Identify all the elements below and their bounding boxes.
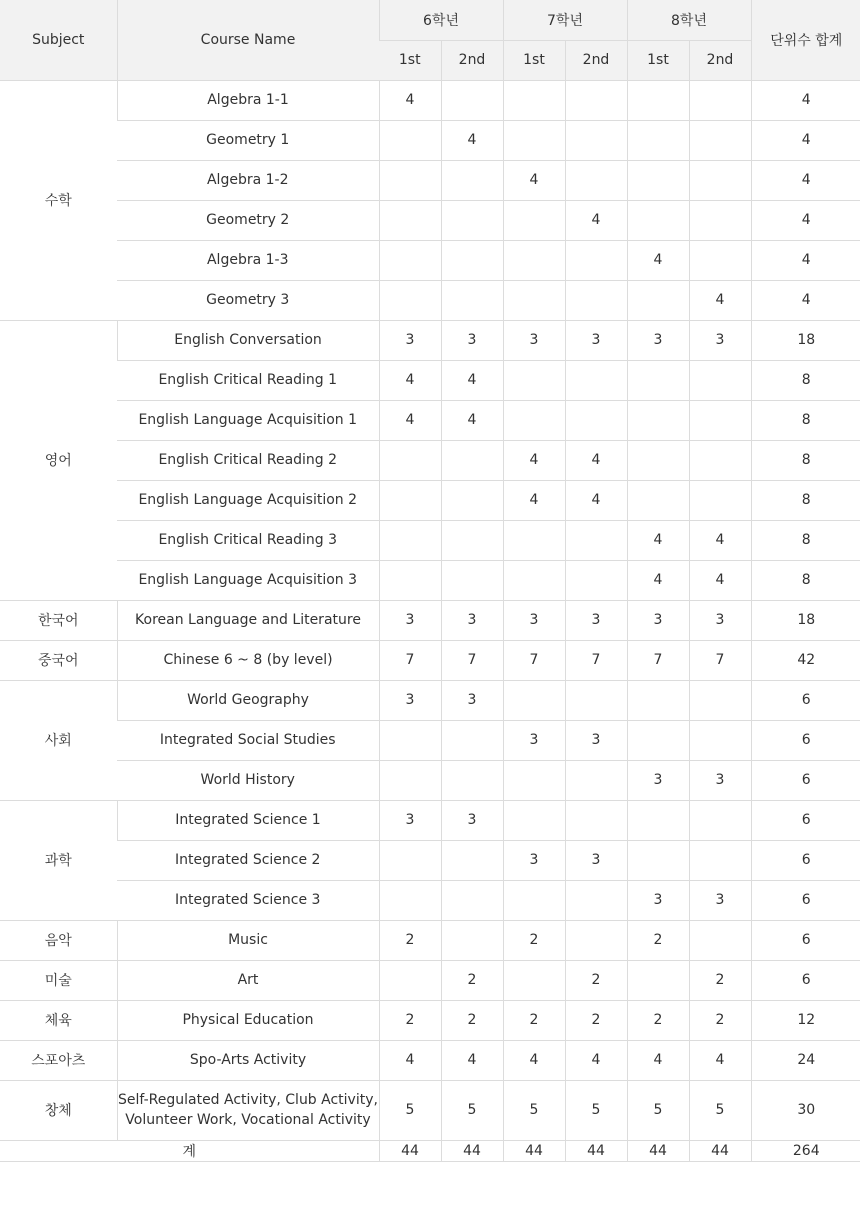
course-name-cell: Spo-Arts Activity (117, 1040, 379, 1080)
credit-cell: 2 (565, 960, 627, 1000)
credit-cell (565, 560, 627, 600)
credit-cell: 3 (627, 760, 689, 800)
credit-cell: 4 (503, 480, 565, 520)
credit-cell: 4 (379, 360, 441, 400)
credit-cell (503, 960, 565, 1000)
credit-cell (565, 880, 627, 920)
credit-cell: 3 (503, 840, 565, 880)
credit-cell (503, 120, 565, 160)
credit-cell: 5 (689, 1080, 751, 1140)
subject-cell: 음악 (0, 920, 117, 960)
credit-cell (689, 840, 751, 880)
row-total-cell: 8 (751, 360, 860, 400)
header-subject: Subject (0, 0, 117, 80)
course-name-cell: English Language Acquisition 2 (117, 480, 379, 520)
row-total-cell: 4 (751, 280, 860, 320)
credit-cell: 2 (689, 1000, 751, 1040)
credit-cell (689, 440, 751, 480)
course-name-cell: English Language Acquisition 1 (117, 400, 379, 440)
credit-cell (441, 440, 503, 480)
subject-cell: 사회 (0, 680, 117, 800)
credit-cell: 3 (379, 680, 441, 720)
credit-cell: 2 (441, 960, 503, 1000)
credit-cell: 3 (627, 600, 689, 640)
credit-cell: 7 (689, 640, 751, 680)
course-name-cell: Integrated Social Studies (117, 720, 379, 760)
header-total: 단위수 합계 (751, 0, 860, 80)
credit-cell: 4 (441, 400, 503, 440)
credit-cell: 7 (565, 640, 627, 680)
course-name-cell: Geometry 1 (117, 120, 379, 160)
credit-cell: 4 (503, 1040, 565, 1080)
credit-cell (689, 240, 751, 280)
credit-cell: 3 (503, 720, 565, 760)
subject-cell: 스포아츠 (0, 1040, 117, 1080)
table-row (0, 840, 860, 880)
credit-cell (627, 400, 689, 440)
table-row (0, 1000, 860, 1040)
footer-value: 44 (441, 1140, 503, 1161)
credit-cell: 3 (441, 320, 503, 360)
credit-cell: 5 (565, 1080, 627, 1140)
credit-cell (441, 840, 503, 880)
credit-cell (689, 360, 751, 400)
footer-value: 44 (565, 1140, 627, 1161)
row-total-cell: 30 (751, 1080, 860, 1140)
table-row (0, 440, 860, 480)
credit-cell: 2 (503, 1000, 565, 1040)
credit-cell (689, 160, 751, 200)
subject-cell: 창체 (0, 1080, 117, 1140)
credit-cell: 2 (689, 960, 751, 1000)
credit-cell (689, 120, 751, 160)
row-total-cell: 8 (751, 560, 860, 600)
credit-cell (565, 280, 627, 320)
credit-cell (565, 360, 627, 400)
credit-cell: 3 (565, 720, 627, 760)
table-row (0, 80, 860, 120)
row-total-cell: 8 (751, 520, 860, 560)
credit-cell (503, 80, 565, 120)
credit-cell (689, 720, 751, 760)
row-total-cell: 8 (751, 440, 860, 480)
credit-cell: 3 (441, 600, 503, 640)
row-total-cell: 6 (751, 880, 860, 920)
credit-cell: 3 (379, 800, 441, 840)
course-name-cell: English Language Acquisition 3 (117, 560, 379, 600)
credit-cell (379, 440, 441, 480)
credit-cell: 5 (627, 1080, 689, 1140)
credit-cell (689, 800, 751, 840)
credit-cell: 3 (379, 320, 441, 360)
course-name-cell: Integrated Science 2 (117, 840, 379, 880)
table-row (0, 120, 860, 160)
table-row (0, 680, 860, 720)
credit-cell: 2 (503, 920, 565, 960)
subject-cell: 한국어 (0, 600, 117, 640)
header-semester: 1st (627, 40, 689, 80)
row-total-cell: 8 (751, 480, 860, 520)
credit-cell (503, 360, 565, 400)
course-name-cell: Art (117, 960, 379, 1000)
footer-total-label: 계 (0, 1140, 379, 1161)
credit-cell: 4 (689, 560, 751, 600)
credit-cell: 4 (503, 160, 565, 200)
credit-cell (503, 880, 565, 920)
credit-cell (627, 280, 689, 320)
row-total-cell: 42 (751, 640, 860, 680)
credit-cell (379, 520, 441, 560)
course-name-cell: English Critical Reading 1 (117, 360, 379, 400)
credit-cell (379, 280, 441, 320)
credit-cell: 4 (689, 520, 751, 560)
credit-cell (565, 760, 627, 800)
credit-cell: 7 (441, 640, 503, 680)
course-name-cell: Chinese 6 ~ 8 (by level) (117, 640, 379, 680)
credit-cell (689, 200, 751, 240)
header-semester: 1st (503, 40, 565, 80)
credit-cell (627, 960, 689, 1000)
credit-cell (441, 240, 503, 280)
row-total-cell: 4 (751, 80, 860, 120)
course-name-line: Self-Regulated Activity, Club Activity, (118, 1092, 378, 1108)
credit-cell: 4 (565, 200, 627, 240)
row-total-cell: 6 (751, 680, 860, 720)
credit-cell (627, 120, 689, 160)
credit-cell (379, 480, 441, 520)
credit-cell (503, 560, 565, 600)
credit-cell (689, 680, 751, 720)
credit-cell (503, 400, 565, 440)
credit-cell: 3 (441, 800, 503, 840)
credit-cell (379, 120, 441, 160)
credit-cell (379, 200, 441, 240)
table-row (0, 520, 860, 560)
credit-cell (689, 400, 751, 440)
subject-cell: 미술 (0, 960, 117, 1000)
course-name-cell: Algebra 1-3 (117, 240, 379, 280)
credit-cell: 4 (379, 1040, 441, 1080)
course-name-cell: English Critical Reading 3 (117, 520, 379, 560)
credit-cell (565, 920, 627, 960)
row-total-cell: 4 (751, 200, 860, 240)
credit-cell (441, 280, 503, 320)
table-row (0, 160, 860, 200)
credit-cell: 4 (627, 520, 689, 560)
table-row (0, 280, 860, 320)
course-name-cell: Geometry 2 (117, 200, 379, 240)
credit-cell (441, 720, 503, 760)
table-row (0, 640, 860, 680)
credit-cell: 4 (379, 80, 441, 120)
credit-cell: 3 (565, 600, 627, 640)
header-semester: 1st (379, 40, 441, 80)
credit-cell: 3 (503, 600, 565, 640)
row-total-cell: 6 (751, 720, 860, 760)
credit-cell (565, 520, 627, 560)
credit-cell (565, 120, 627, 160)
credit-cell (503, 280, 565, 320)
row-total-cell: 4 (751, 120, 860, 160)
credit-cell (379, 560, 441, 600)
subject-cell: 수학 (0, 80, 117, 320)
table-row (0, 960, 860, 1000)
subject-cell: 체육 (0, 1000, 117, 1040)
credit-cell: 7 (503, 640, 565, 680)
table-row (0, 480, 860, 520)
credit-cell: 4 (565, 480, 627, 520)
credit-cell: 7 (627, 640, 689, 680)
credit-cell (379, 840, 441, 880)
course-name-cell: Physical Education (117, 1000, 379, 1040)
credit-cell: 3 (689, 760, 751, 800)
credit-cell: 5 (503, 1080, 565, 1140)
course-name-cell: Geometry 3 (117, 280, 379, 320)
course-name-cell (117, 1080, 379, 1140)
credit-cell: 4 (689, 1040, 751, 1080)
credit-cell (441, 920, 503, 960)
row-total-cell: 6 (751, 760, 860, 800)
course-name-cell: Integrated Science 1 (117, 800, 379, 840)
table-row (0, 1080, 860, 1140)
table-row (0, 1040, 860, 1080)
credit-cell (689, 480, 751, 520)
credit-cell (441, 560, 503, 600)
credit-cell: 2 (565, 1000, 627, 1040)
credit-cell (627, 160, 689, 200)
footer-value: 44 (503, 1140, 565, 1161)
credit-cell: 3 (379, 600, 441, 640)
credit-cell: 4 (565, 440, 627, 480)
footer-grand-total: 264 (751, 1140, 860, 1161)
header-course-name: Course Name (117, 0, 379, 80)
credit-cell: 4 (441, 360, 503, 400)
credit-cell (503, 800, 565, 840)
row-total-cell: 24 (751, 1040, 860, 1080)
course-name-cell: Korean Language and Literature (117, 600, 379, 640)
credit-cell (503, 200, 565, 240)
credit-cell: 4 (627, 560, 689, 600)
credit-cell: 3 (627, 880, 689, 920)
course-name-cell: Integrated Science 3 (117, 880, 379, 920)
credit-cell (627, 360, 689, 400)
row-total-cell: 12 (751, 1000, 860, 1040)
credit-cell: 4 (441, 120, 503, 160)
credit-cell (565, 400, 627, 440)
credit-cell: 4 (627, 240, 689, 280)
row-total-cell: 4 (751, 240, 860, 280)
credit-cell: 3 (627, 320, 689, 360)
credit-cell (441, 160, 503, 200)
credit-cell: 3 (441, 680, 503, 720)
credit-cell (689, 80, 751, 120)
row-total-cell: 6 (751, 800, 860, 840)
table-row (0, 880, 860, 920)
header-semester: 2nd (689, 40, 751, 80)
row-total-cell: 6 (751, 960, 860, 1000)
credit-cell (565, 240, 627, 280)
credit-cell: 5 (379, 1080, 441, 1140)
table-row (0, 920, 860, 960)
subject-cell: 중국어 (0, 640, 117, 680)
table-row (0, 760, 860, 800)
credit-cell: 2 (379, 1000, 441, 1040)
credit-cell (627, 680, 689, 720)
credit-cell (379, 160, 441, 200)
course-name-cell: World Geography (117, 680, 379, 720)
credit-cell (503, 760, 565, 800)
credit-cell (503, 520, 565, 560)
credit-cell (441, 480, 503, 520)
credit-cell: 3 (565, 840, 627, 880)
credit-cell: 2 (627, 1000, 689, 1040)
footer-value: 44 (379, 1140, 441, 1161)
table-footer (0, 1140, 860, 1161)
table-row (0, 200, 860, 240)
credit-cell: 2 (627, 920, 689, 960)
header-grade-8: 8학년 (627, 0, 751, 40)
course-name-line: Volunteer Work, Vocational Activity (125, 1112, 371, 1128)
credit-cell (565, 800, 627, 840)
credit-cell (565, 160, 627, 200)
table-row (0, 360, 860, 400)
header-grade-7: 7학년 (503, 0, 627, 40)
row-total-cell: 8 (751, 400, 860, 440)
credit-cell (627, 80, 689, 120)
credit-cell: 2 (441, 1000, 503, 1040)
subject-cell: 과학 (0, 800, 117, 920)
credit-cell (379, 240, 441, 280)
credit-cell (441, 880, 503, 920)
row-total-cell: 18 (751, 320, 860, 360)
credit-cell (565, 680, 627, 720)
header-grade-6: 6학년 (379, 0, 503, 40)
credit-cell (627, 200, 689, 240)
course-name-cell: English Critical Reading 2 (117, 440, 379, 480)
credit-cell: 3 (503, 320, 565, 360)
credit-cell (627, 440, 689, 480)
credit-cell: 2 (379, 920, 441, 960)
credit-cell: 5 (441, 1080, 503, 1140)
credit-cell (379, 880, 441, 920)
table-row (0, 400, 860, 440)
row-total-cell: 6 (751, 920, 860, 960)
table-row (0, 240, 860, 280)
course-name-cell: Music (117, 920, 379, 960)
course-name-cell: Algebra 1-2 (117, 160, 379, 200)
credit-cell (627, 800, 689, 840)
credit-cell (441, 520, 503, 560)
credit-cell (565, 80, 627, 120)
table-row (0, 560, 860, 600)
credit-cell (627, 840, 689, 880)
credit-cell: 3 (565, 320, 627, 360)
credit-cell (441, 80, 503, 120)
credit-cell: 4 (441, 1040, 503, 1080)
credit-cell (441, 760, 503, 800)
row-total-cell: 18 (751, 600, 860, 640)
subject-cell: 영어 (0, 320, 117, 600)
table-row (0, 800, 860, 840)
course-name-cell: Algebra 1-1 (117, 80, 379, 120)
course-name-cell: English Conversation (117, 320, 379, 360)
credit-cell: 4 (627, 1040, 689, 1080)
credit-cell (503, 680, 565, 720)
credit-cell: 3 (689, 320, 751, 360)
credit-cell (627, 720, 689, 760)
credit-cell (627, 480, 689, 520)
table-row (0, 720, 860, 760)
credit-cell: 3 (689, 880, 751, 920)
footer-value: 44 (627, 1140, 689, 1161)
credit-cell (379, 720, 441, 760)
table-body (0, 80, 860, 1140)
footer-value: 44 (689, 1140, 751, 1161)
credit-cell (689, 920, 751, 960)
table-row (0, 320, 860, 360)
table-row (0, 600, 860, 640)
credit-cell (379, 760, 441, 800)
course-name-cell: World History (117, 760, 379, 800)
credit-cell (379, 960, 441, 1000)
header-semester: 2nd (441, 40, 503, 80)
credit-cell: 4 (689, 280, 751, 320)
row-total-cell: 4 (751, 160, 860, 200)
credit-cell: 4 (379, 400, 441, 440)
credit-cell: 7 (379, 640, 441, 680)
header-semester: 2nd (565, 40, 627, 80)
credit-cell (503, 240, 565, 280)
credit-cell: 4 (565, 1040, 627, 1080)
credit-cell: 3 (689, 600, 751, 640)
table-header (0, 0, 860, 80)
credit-cell: 4 (503, 440, 565, 480)
credit-cell (441, 200, 503, 240)
row-total-cell: 6 (751, 840, 860, 880)
